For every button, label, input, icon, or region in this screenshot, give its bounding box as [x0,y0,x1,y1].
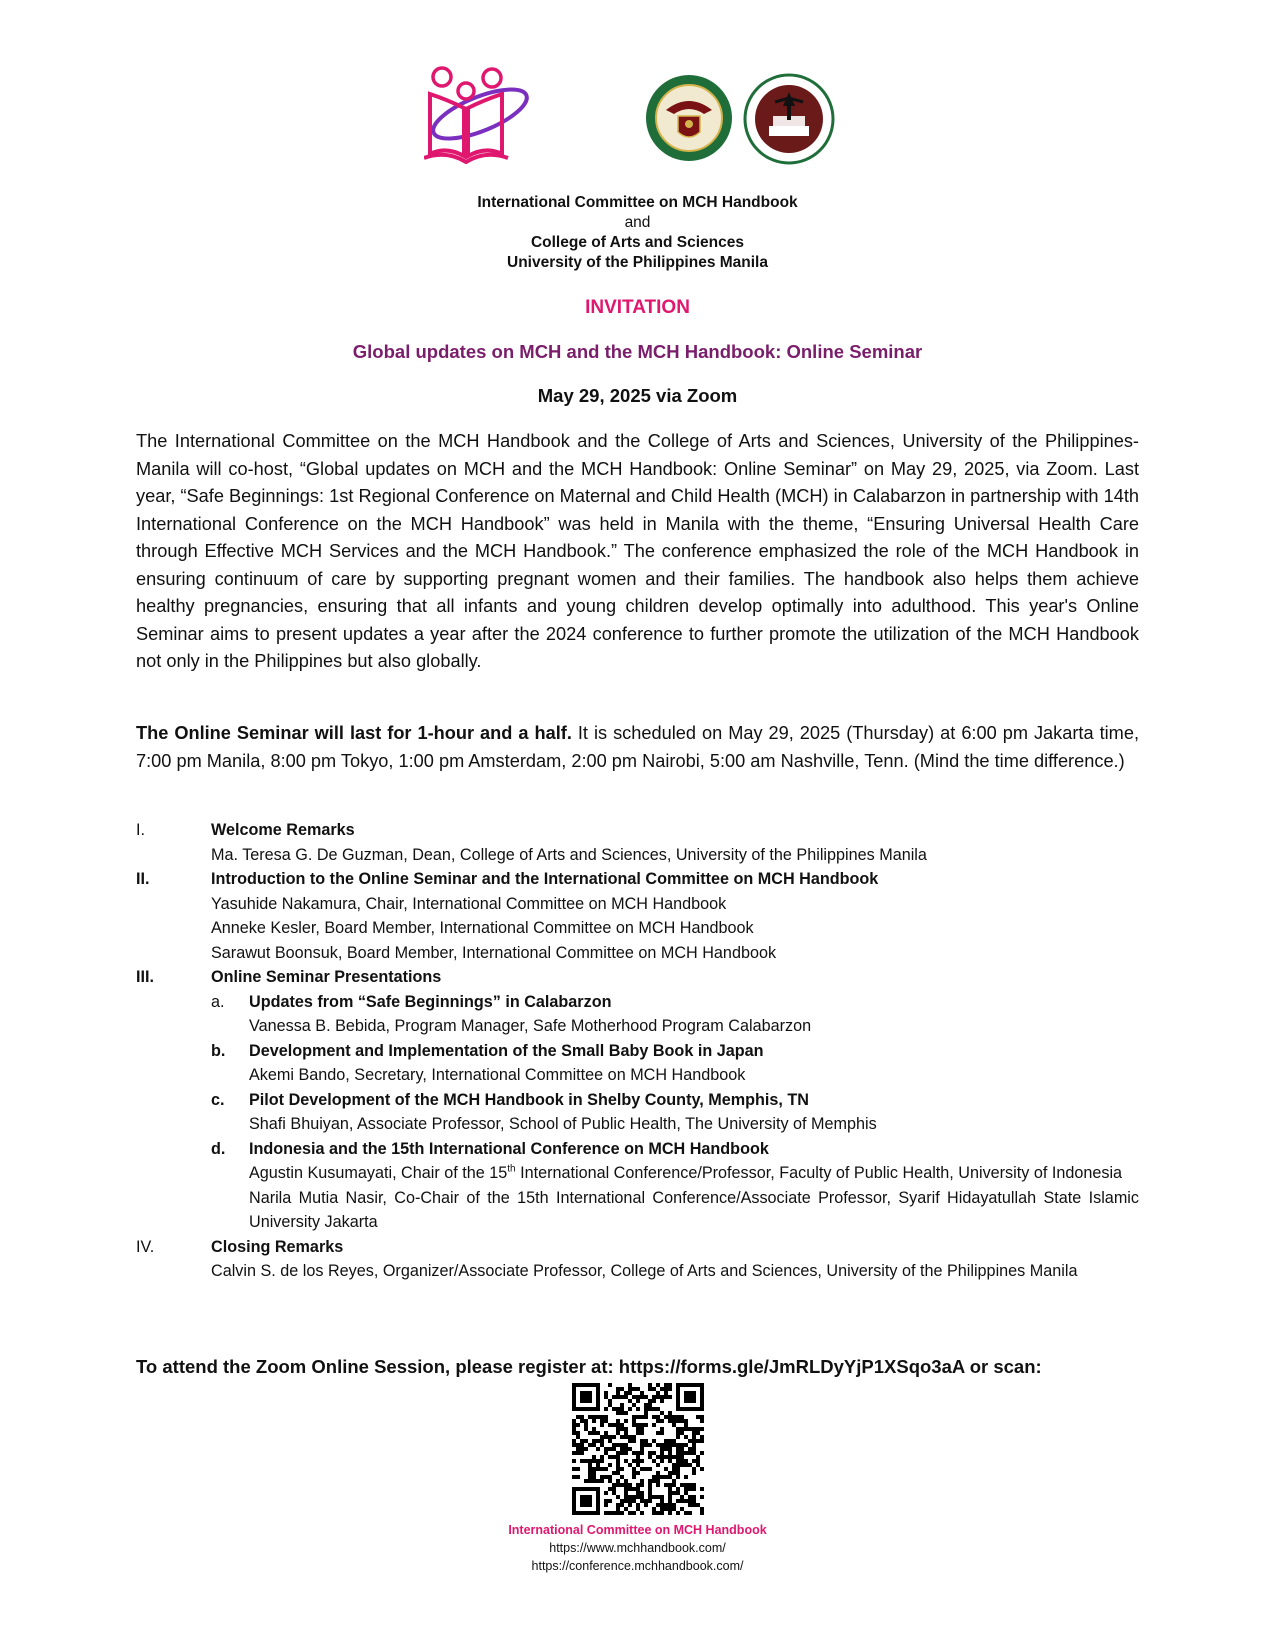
up-seal-icon [644,72,734,164]
presentation-title: Updates from “Safe Beginnings” in Calabarzon [249,992,612,1011]
speaker: Calvin S. de los Reyes, Organizer/Associate Professor, College of Arts and Sciences, University of the Philippines Manila [211,1262,1078,1280]
section-title: Closing Remarks [211,1237,344,1256]
presentation-title: Indonesia and the 15th International Conference on MCH Handbook [249,1139,769,1158]
item-letter: a. [211,992,225,1011]
section-title: Welcome Remarks [211,821,355,839]
speaker-text: International Conference/Professor, Faculty of Public Health, University of Indonesia [515,1164,1123,1182]
speaker-text: Agustin Kusumayati, Chair of the 15 [249,1164,508,1182]
presentation-item [136,1088,1139,1113]
cas-seal-icon [743,72,835,166]
presentation-item [136,990,1139,1015]
speaker: Ma. Teresa G. De Guzman, Dean, College of Arts and Sciences, University of the Philippines Manila [211,845,927,864]
mch-handbook-logo [424,66,532,164]
presentation-item [136,1137,1139,1162]
seminar-date: May 29, 2025 via Zoom [537,385,738,406]
speaker: Anneke Kesler, Board Member, International Committee on MCH Handbook [211,919,754,937]
speaker: Yasuhide Nakamura, Chair, International Committee on MCH Handbook [211,894,727,913]
host-line-3: College of Arts and Sciences [530,234,745,251]
ordinal-suffix: th [507,1163,516,1175]
section-number: IV. [136,1237,155,1256]
host-line-1: International Committee on MCH Handbook [477,194,798,211]
speaker: Akemi Bando, Secretary, International Committee on MCH Handbook [249,1066,746,1084]
program-section [136,818,1139,843]
schedule-paragraph [136,720,1139,775]
section-number: I. [136,821,145,839]
section-title: Online Seminar Presentations [211,968,442,986]
footer-link-1[interactable]: https://www.mchhandbook.com/ [549,1541,726,1555]
section-title: Introduction to the Online Seminar and the International Committee on MCH Handbook [211,870,879,888]
program-section [136,867,1139,892]
host-line-4: University of the Philippines Manila [507,254,768,271]
presentation-title: Pilot Development of the MCH Handbook in Shelby County, Memphis, TN [249,1090,809,1109]
program-list [136,818,1139,1284]
section-number: III. [136,968,154,986]
schedule-lead: The Online Seminar will last for 1-hour and a half. [136,723,572,743]
program-section [136,965,1139,990]
item-letter: c. [211,1090,225,1109]
footer [0,1521,1275,1575]
speaker: Vanessa B. Bebida, Program Manager, Safe Motherhood Program Calabarzon [249,1017,812,1035]
host-line-2: and [624,214,651,231]
invitation-heading: INVITATION [585,297,690,318]
schedule-details: It is scheduled on May 29, 2025 (Thursday) at 6:00 pm Jakarta time, 7:00 pm Manila, 8:00 pm Tokyo, 1:00 pm Amsterdam, 2:00 pm Nairobi, 5:00 am Nashville, Tenn. (Mind the time difference.) [136,723,1139,771]
speaker: Sarawut Boonsuk, Board Member, International Committee on MCH Handbook [211,943,777,962]
presentation-item [136,1039,1139,1064]
footer-org: International Committee on MCH Handbook [508,1523,767,1537]
program-section [136,1235,1139,1260]
item-letter: d. [211,1139,226,1158]
speaker [249,1161,1139,1186]
seminar-title: Global updates on MCH and the MCH Handbook: Online Seminar [352,341,923,362]
intro-paragraph: The International Committee on the MCH Handbook and the College of Arts and Sciences, University of the Philippines-Manila will co-host, “Global updates on MCH and the MCH Handbook: Online Seminar” on May 29, 2025, via Zoom. Last year, “Safe Beginnings: 1st Regional Conference on Maternal and Child Health (MCH) in Calabarzon in partnership with 14th International Conference on the MCH Handbook” was held in Manila with the theme, “Ensuring Universal Health Care through Effective MCH Services and the MCH Handbook.” The conference emphasized the role of the MCH Handbook in ensuring continuum of care by supporting pregnant women and their families. The handbook also helps them achieve healthy pregnancies, ensuring that all infants and young children develop optimally into adulthood. This year's Online Seminar aims to present updates a year after the 2024 conference to further promote the utilization of the MCH Handbook not only in the Philippines but also globally. [136,431,1139,671]
item-letter: b. [211,1041,226,1060]
qr-code[interactable] [572,1383,704,1515]
presentation-title: Development and Implementation of the Small Baby Book in Japan [249,1041,764,1060]
host-organizations [0,193,1275,273]
speaker: Narila Mutia Nasir, Co-Chair of the 15th International Conference/Associate Professor, Syarif Hidayatullah State Islamic University Jakarta [249,1188,1139,1231]
registration-text: To attend the Zoom Online Session, please register at: https://forms.gle/JmRLDyYjP1XSqo3aA or scan: [136,1356,1042,1377]
footer-link-2[interactable]: https://conference.mchhandbook.com/ [531,1559,744,1573]
section-number: II. [136,870,150,888]
speaker: Shafi Bhuiyan, Associate Professor, School of Public Health, The University of Memphis [249,1115,877,1133]
